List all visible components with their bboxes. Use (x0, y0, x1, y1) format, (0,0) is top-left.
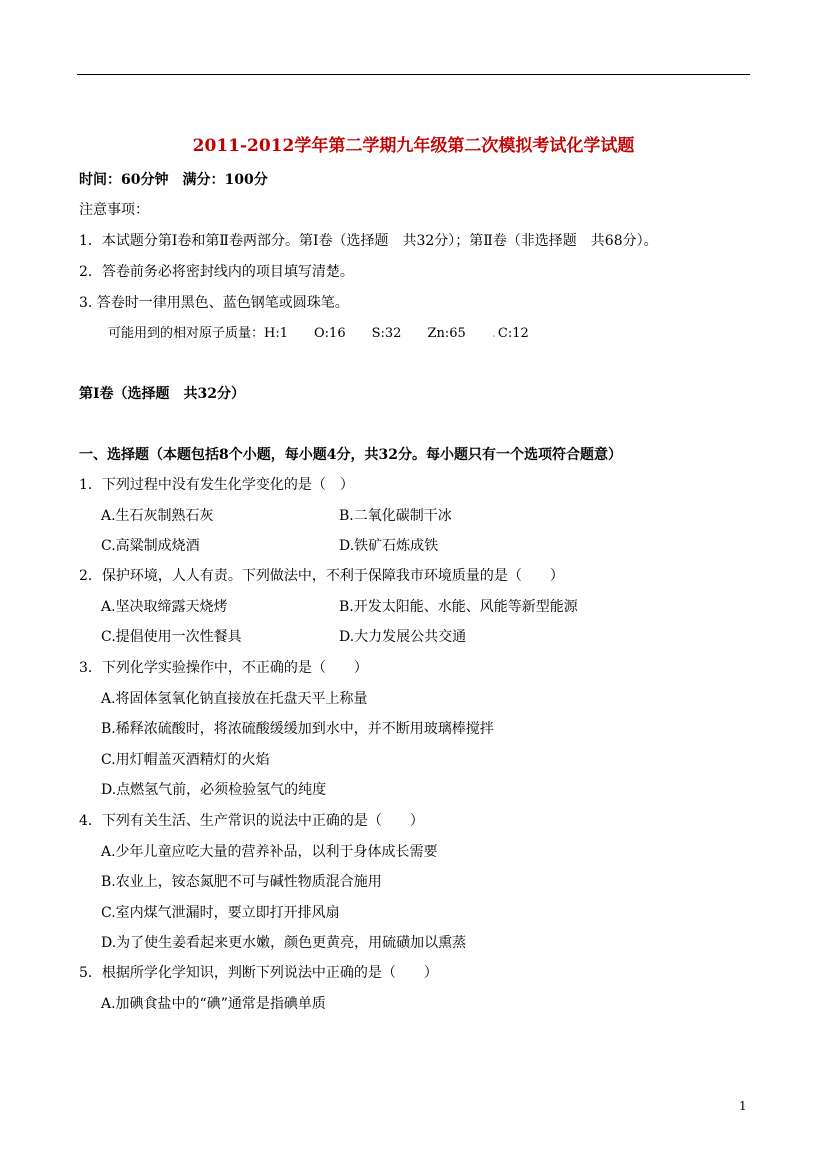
atomic-mass-s: S:32 (371, 326, 402, 341)
question-2-stem: 2．保护环境，人人有责。下列做法中，不利于保障我市环境质量的是（ ） (79, 568, 564, 584)
question-2-option-b: B.开发太阳能、水能、风能等新型能源 (339, 599, 578, 615)
question-3-option-c: C.用灯帽盖灭酒精灯的火焰 (101, 752, 270, 768)
question-4-stem: 4．下列有关生活、生产常识的说法中正确的是（ ） (79, 813, 424, 829)
note-item-3: 3. 答卷时一律用黑色、蓝色钢笔或圆珠笔。 (79, 295, 349, 311)
note-item-1: 1．本试题分第Ⅰ卷和第Ⅱ卷两部分。第Ⅰ卷（选择题 共32分）；第Ⅱ卷（非选择题 共68分）。 (79, 233, 658, 249)
notes-heading: 注意事项： (79, 202, 149, 218)
exam-title: 2011-2012学年第二学期九年级第二次模拟考试化学试题 (192, 136, 635, 156)
atomic-mass-zn: Zn:65 (427, 326, 466, 341)
question-5-option-a: A.加碘食盐中的“碘”通常是指碘单质 (101, 996, 326, 1012)
page-number: 1 (739, 1099, 747, 1113)
part1-heading: 第Ⅰ卷（选择题 共32分） (79, 386, 246, 402)
exam-info: 时间：60分钟 满分：100分 (79, 172, 268, 188)
section-heading: 一、选择题（本题包括8个小题，每小题4分，共32分。每小题只有一个选项符合题意） (79, 447, 622, 463)
question-1-option-b: B.二氧化碳制干冰 (339, 508, 452, 524)
question-2-option-c: C.提倡使用一次性餐具 (101, 629, 242, 645)
stray-dot: . (491, 326, 496, 341)
atomic-mass-o: O:16 (314, 326, 346, 341)
header-rule (77, 74, 750, 75)
question-1-option-c: C.高粱制成烧酒 (101, 538, 200, 554)
question-2-option-d: D.大力发展公共交通 (339, 629, 467, 645)
question-4-option-c: C.室内煤气泄漏时，要立即打开排风扇 (101, 905, 340, 921)
question-3-stem: 3．下列化学实验操作中，不正确的是（ ） (79, 660, 368, 676)
question-1-option-a: A.生石灰制熟石灰 (101, 508, 214, 524)
question-2-option-a: A.坚决取缔露天烧烤 (101, 599, 228, 615)
question-4-option-b: B.农业上，铵态氮肥不可与碱性物质混合施用 (101, 874, 382, 890)
question-3-option-b: B.稀释浓硫酸时，将浓硫酸缓缓加到水中，并不断用玻璃棒搅拌 (101, 721, 494, 737)
question-5-stem: 5．根据所学化学知识，判断下列说法中正确的是（ ） (79, 965, 438, 981)
atomic-mass-line (108, 325, 555, 343)
atomic-mass-h: H:1 (264, 326, 289, 341)
question-3-option-d: D.点燃氢气前，必须检验氢气的纯度 (101, 782, 327, 798)
atomic-mass-c: C:12 (497, 326, 529, 341)
question-1-option-d: D.铁矿石炼成铁 (339, 538, 439, 554)
note-item-2: 2．答卷前务必将密封线内的项目填写清楚。 (79, 264, 354, 280)
question-4-option-a: A.少年儿童应吃大量的营养补品，以利于身体成长需要 (101, 844, 438, 860)
question-1-stem: 1．下列过程中没有发生化学变化的是（ ） (79, 477, 354, 493)
question-3-option-a: A.将固体氢氧化钠直接放在托盘天平上称量 (101, 691, 368, 707)
atomic-mass-label: 可能用到的相对原子质量： (108, 326, 265, 341)
question-4-option-d: D.为了使生姜看起来更水嫩，颜色更黄亮，用硫磺加以熏蒸 (101, 935, 467, 951)
